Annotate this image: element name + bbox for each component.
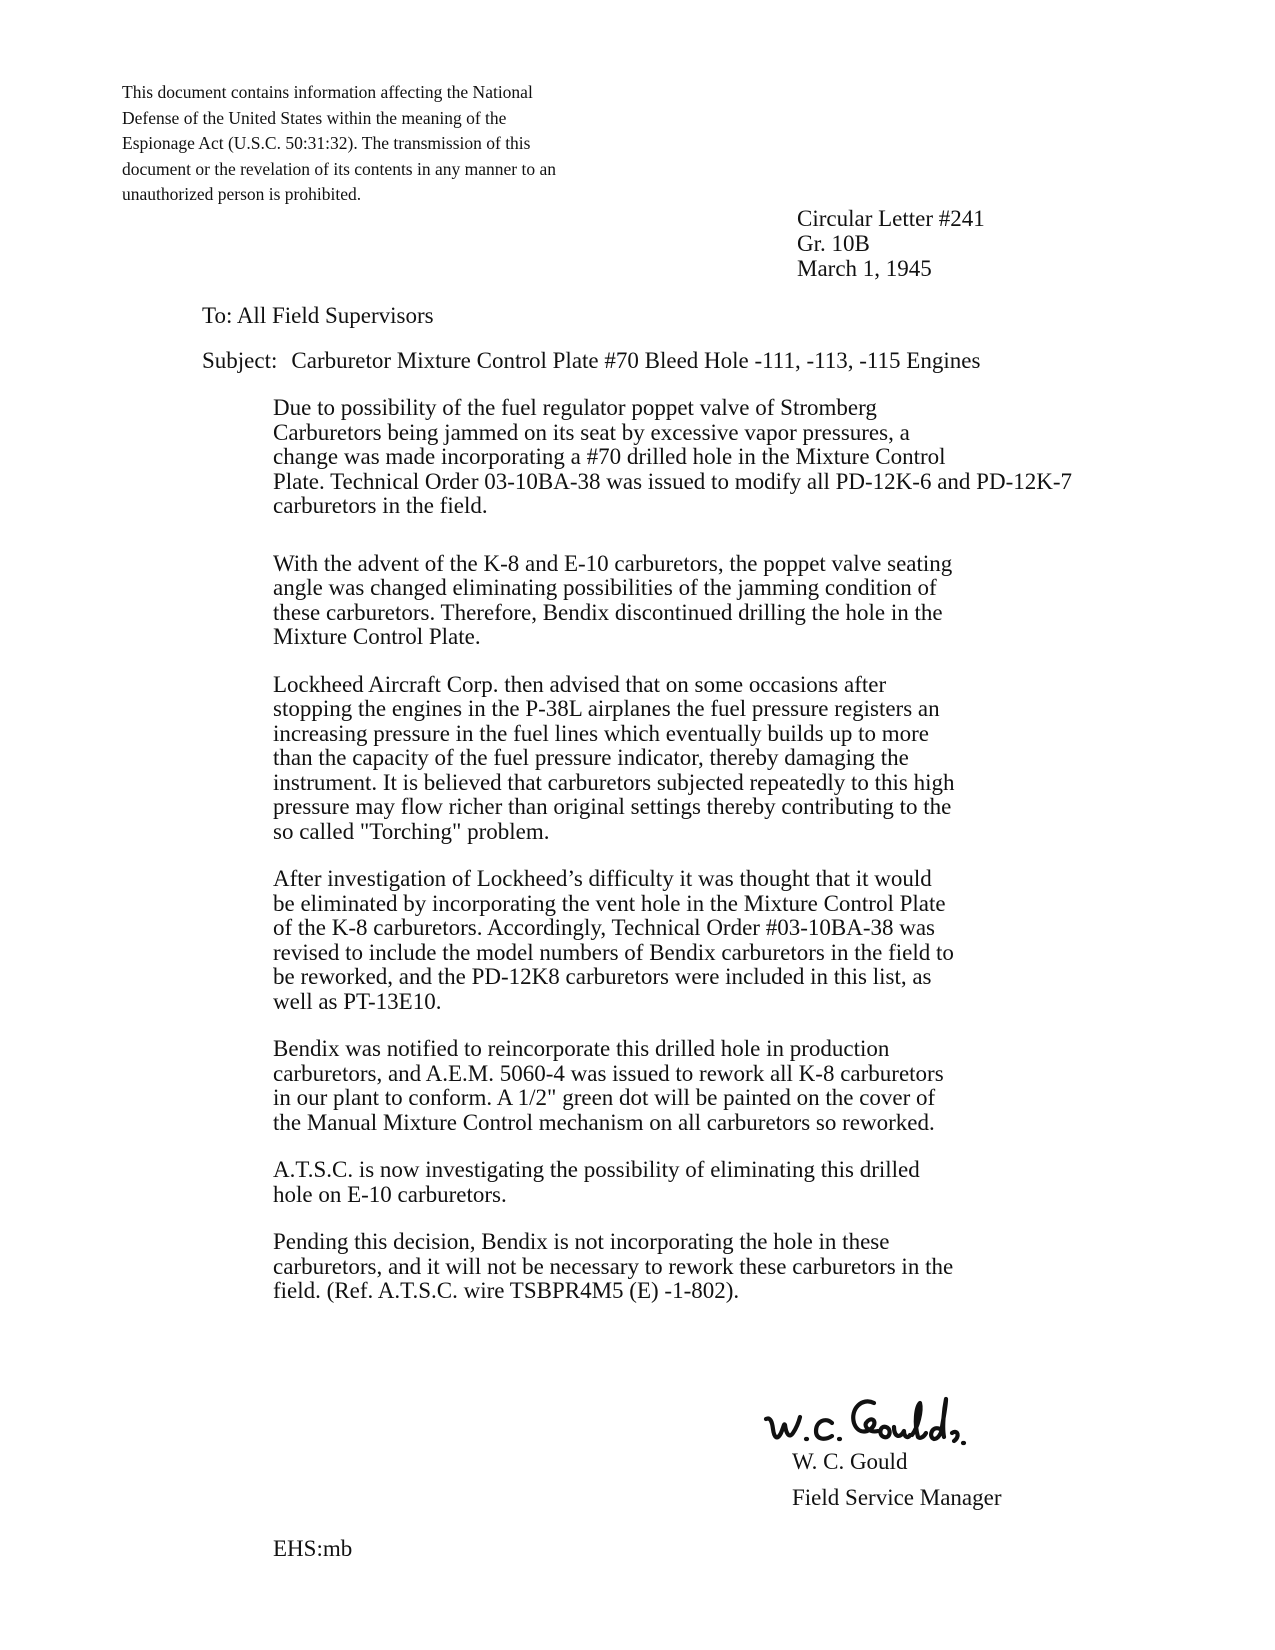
subject-label: Subject:	[202, 348, 278, 373]
body-paragraph	[273, 1230, 1233, 1304]
paragraph-line: instrument. It is believed that carburetors subjected repeatedly to this high	[273, 769, 955, 795]
security-notice-line: document or the revelation of its contents in any manner to an	[122, 158, 556, 179]
paragraph-line: be reworked, and the PD-12K8 carburetors were included in this list, as	[273, 964, 932, 989]
paragraph-line: of the K-8 carburetors. Accordingly, Technical Order #03-10BA-38 was	[273, 915, 935, 940]
security-notice-line: This document contains information affecting the National	[122, 82, 533, 102]
paragraph-line: so called "Torching" problem.	[273, 818, 550, 844]
paragraph-line: After investigation of Lockheed’s difficulty it was thought that it would	[273, 866, 932, 891]
paragraph-line: change was made incorporating a #70 drilled hole in the Mixture Control	[273, 444, 946, 469]
paragraph-line: With the advent of the K-8 and E-10 carburetors, the poppet valve seating	[273, 550, 953, 576]
typist-initials: EHS:mb	[273, 1536, 353, 1561]
security-notice	[122, 80, 642, 208]
letter-date: March 1, 1945	[797, 256, 932, 281]
paragraph-line: Mixture Control Plate.	[273, 624, 481, 649]
paragraph-line: increasing pressure in the fuel lines which eventually builds up to more	[273, 720, 929, 746]
subject-text: Carburetor Mixture Control Plate #70 Bleed Hole -111, -113, -115 Engines	[291, 348, 981, 373]
paragraph-line: well as PT-13E10.	[273, 988, 442, 1014]
addressee-line: To: All Field Supervisors	[202, 303, 434, 328]
paragraph-line: Due to possibility of the fuel regulator poppet valve of Stromberg	[273, 395, 877, 420]
reference-block	[797, 206, 985, 281]
body-paragraph	[273, 396, 1233, 519]
body-paragraph	[273, 673, 1233, 845]
security-notice-line: Espionage Act (U.S.C. 50:31:32). The transmission of this	[122, 133, 531, 153]
paragraph-line: stopping the engines in the P-38L airplanes the fuel pressure registers an	[273, 696, 940, 721]
letter-body	[273, 396, 1233, 1327]
paragraph-line: Carburetors being jammed on its seat by excessive vapor pressures, a	[273, 419, 910, 445]
paragraph-line: revised to include the model numbers of Bendix carburetors in the field to	[273, 939, 954, 965]
group-code: Gr. 10B	[797, 231, 870, 256]
paragraph-line: carburetors in the field.	[273, 493, 488, 518]
paragraph-line: field. (Ref. A.T.S.C. wire TSBPR4M5 (E) -1-802).	[273, 1278, 740, 1303]
paragraph-line: carburetors, and A.E.M. 5060-4 was issued to rework all K-8 carburetors	[273, 1060, 944, 1086]
security-notice-line: Defense of the United States within the meaning of the	[122, 107, 507, 128]
body-paragraph	[273, 867, 1233, 1014]
paragraph-line: the Manual Mixture Control mechanism on all carburetors so reworked.	[273, 1109, 935, 1135]
signatory-title: Field Service Manager	[792, 1485, 1002, 1510]
paragraph-line: pressure may flow richer than original settings thereby contributing to the	[273, 794, 952, 819]
body-paragraph	[273, 1037, 1233, 1135]
paragraph-line: Pending this decision, Bendix is not incorporating the hole in these	[273, 1229, 890, 1254]
paragraph-line: Plate. Technical Order 03-10BA-38 was issued to modify all PD-12K-6 and PD-12K-7	[273, 468, 1072, 494]
paragraph-line: carburetors, and it will not be necessary to rework these carburetors in the	[273, 1253, 954, 1279]
security-notice-line: unauthorized person is prohibited.	[122, 184, 362, 204]
circular-letter-number: Circular Letter #241	[797, 206, 985, 231]
paragraph-line: than the capacity of the fuel pressure indicator, thereby damaging the	[273, 745, 909, 770]
subject-line	[202, 347, 980, 375]
paragraph-line: in our plant to conform. A 1/2" green dot will be painted on the cover of	[273, 1085, 936, 1110]
handwritten-signature	[762, 1393, 992, 1449]
paragraph-line: these carburetors. Therefore, Bendix discontinued drilling the hole in the	[273, 599, 943, 625]
body-paragraph	[273, 552, 1233, 650]
body-paragraph	[273, 1158, 1233, 1207]
paragraph-line: hole on E-10 carburetors.	[273, 1181, 507, 1207]
paragraph-line: Lockheed Aircraft Corp. then advised that on some occasions after	[273, 671, 887, 697]
paragraph-line: angle was changed eliminating possibilities of the jamming condition of	[273, 575, 937, 600]
paragraph-line: be eliminated by incorporating the vent hole in the Mixture Control Plate	[273, 890, 946, 916]
paragraph-line: Bendix was notified to reincorporate this drilled hole in production	[273, 1036, 890, 1061]
paragraph-line: A.T.S.C. is now investigating the possibility of eliminating this drilled	[273, 1157, 920, 1182]
signatory-name: W. C. Gould	[792, 1449, 908, 1474]
